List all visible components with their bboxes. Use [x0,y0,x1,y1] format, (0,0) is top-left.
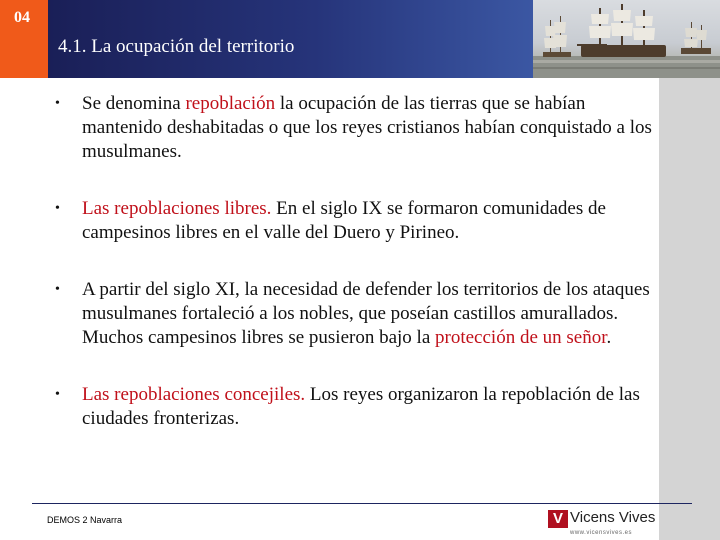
highlight-term: Las repoblaciones concejiles. [82,384,306,405]
ships-illustration [533,0,720,78]
bullet-dot-icon: • [55,201,60,216]
highlight-term: Las repoblaciones libres. [82,198,272,219]
vicens-vives-logo [548,509,658,539]
bullet-item [55,278,655,350]
page-title: 4.1. La ocupación del territorio [58,36,295,57]
bullet-list [55,92,655,464]
highlight-term: repoblación [185,93,276,114]
header-bar [48,0,533,78]
bullet-text: la ocupación de las tierras que se habían mantenido deshabitadas o que los reyes cristianos habían conquistado a los musulmanes. [82,93,652,162]
bullet-text: A partir del siglo XI, la necesidad de defender los territorios de los ataques musulmanes fortaleció a los nobles, que poseían castillos amurallados. Muchos campesinos libres se pusieron bajo la [82,279,650,348]
bullet-dot-icon: • [55,96,60,111]
bullet-item [55,92,655,164]
bullet-item [55,197,655,245]
bullet-text: En el siglo IX se formaron comunidades de campesinos libres en el valle del Duero y Pirineo. [82,198,606,243]
logo-name: Vicens Vives [570,509,656,526]
footer-divider [32,503,692,504]
highlight-term: protección de un señor [435,327,607,348]
bullet-text: Los reyes organizaron la repoblación de las ciudades fronterizas. [82,384,640,429]
bullet-dot-icon: • [55,387,60,402]
logo-mark-icon: V [548,510,568,528]
right-side-strip [659,78,720,540]
slide-number: 04 [0,0,48,78]
logo-url: www.vicensvives.es [570,530,633,536]
sailing-ships-image [533,0,720,78]
bullet-dot-icon: • [55,282,60,297]
bullet-text: Se denomina [82,93,186,114]
bullet-item [55,383,655,431]
footer-text: DEMOS 2 Navarra [47,515,123,525]
bullet-text: . [606,327,612,348]
